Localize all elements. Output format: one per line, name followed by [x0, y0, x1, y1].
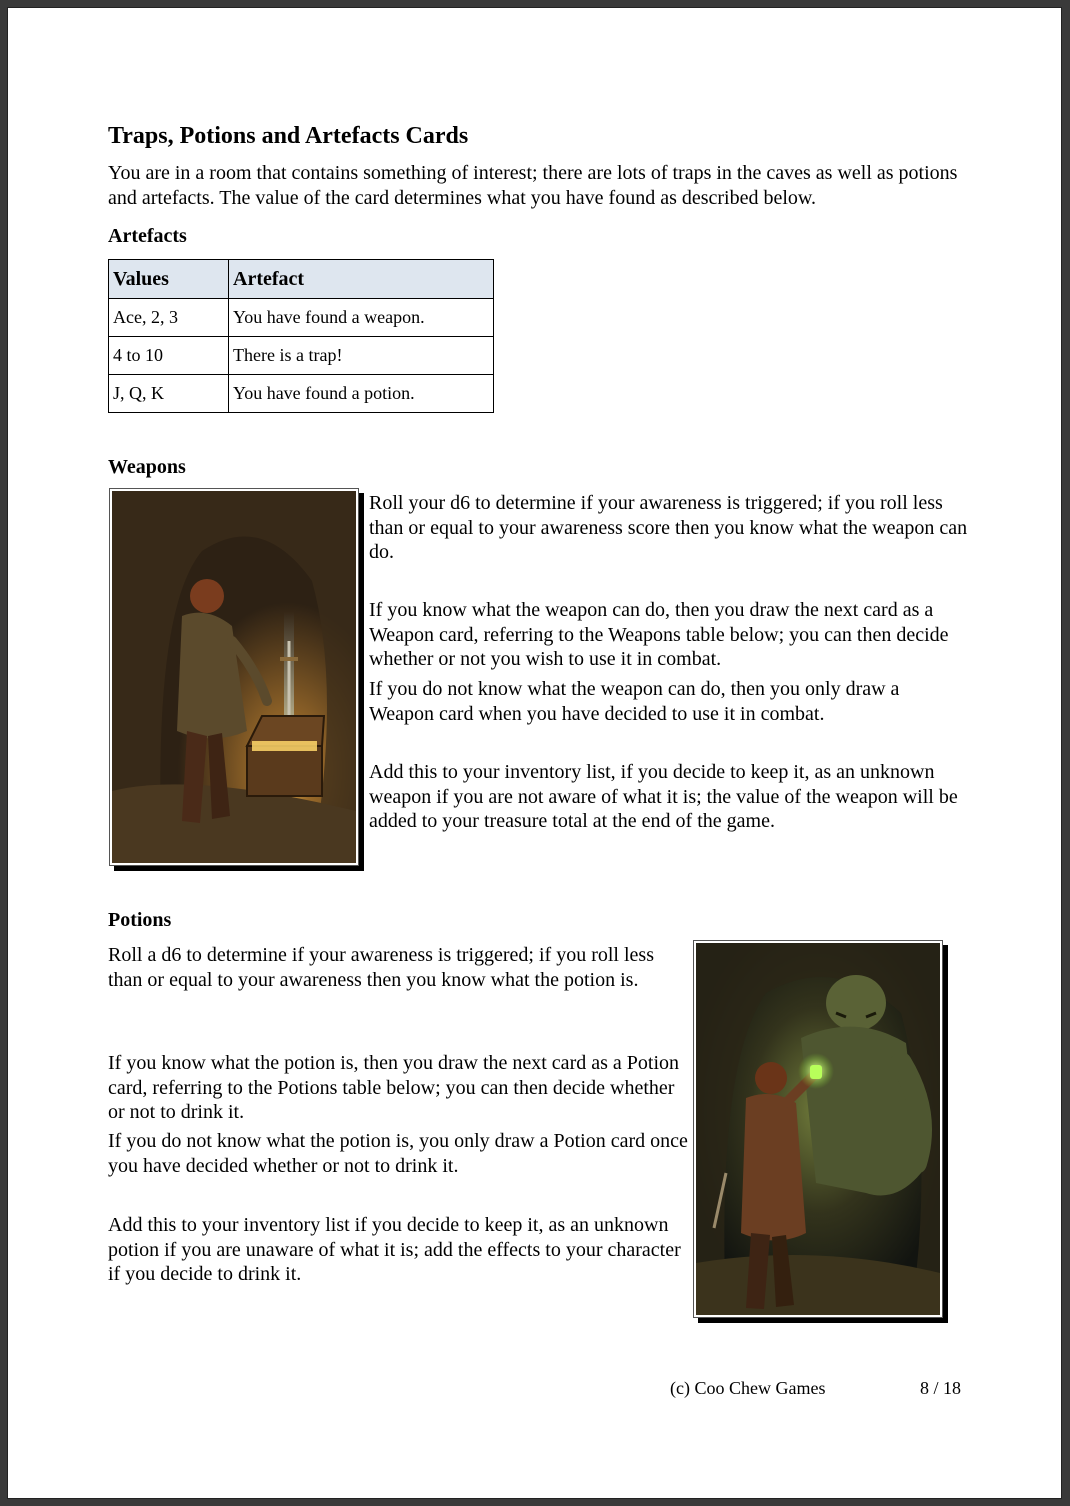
- potions-paragraph: If you do not know what the potion is, you only draw a Potion card once you have decided whether or not to drink it.: [108, 1130, 688, 1177]
- table-cell-values: Ace, 2, 3: [109, 299, 229, 337]
- potions-paragraph: Roll a d6 to determine if your awareness is triggered; if you roll less than or equal to your awareness then you know what the potion is.: [108, 944, 654, 991]
- potions-paragraph: Add this to your inventory list if you decide to keep it, as an unknown potion if you are unaware of what it is; add the effects to your character if you decide to drink it.: [108, 1214, 681, 1285]
- footer-copyright: (c) Coo Chew Games: [670, 1378, 826, 1398]
- cave-chest-image: [112, 491, 356, 863]
- weapons-paragraph: Roll your d6 to determine if your awareness is triggered; if you roll less than or equal to your awareness score then you know what the weapon can do.: [369, 492, 968, 563]
- document-page: [8, 8, 1061, 1498]
- cave-troll-image: [696, 943, 940, 1315]
- artefacts-table: [108, 259, 494, 413]
- potions-paragraph: If you know what the potion is, then you draw the next card as a Potion card, referring to the Potions table below; you can then decide whether or not to drink it.: [108, 1052, 679, 1123]
- weapons-paragraph: If you do not know what the weapon can do, then you only draw a Weapon card when you have decided to use it in combat.: [369, 678, 900, 725]
- table-cell-artefact: You have found a potion.: [229, 375, 494, 413]
- column-header-artefact: Artefact: [229, 260, 494, 299]
- table-row: [109, 375, 494, 413]
- table-row: [109, 337, 494, 375]
- table-header-row: [109, 260, 494, 299]
- page-number: 8 / 18: [920, 1378, 962, 1398]
- table-row: [109, 299, 494, 337]
- artefacts-heading: Artefacts: [108, 225, 187, 247]
- table-cell-values: J, Q, K: [109, 375, 229, 413]
- weapons-heading: Weapons: [108, 456, 186, 478]
- table-cell-artefact: There is a trap!: [229, 337, 494, 375]
- table-cell-values: 4 to 10: [109, 337, 229, 375]
- potion-illustration: [693, 940, 943, 1318]
- weapons-paragraph: Add this to your inventory list, if you decide to keep it, as an unknown weapon if you are not aware of what it is; the value of the weapon will be added to your treasure total at the end of the game.: [369, 761, 958, 832]
- potions-heading: Potions: [108, 909, 172, 931]
- intro-paragraph: You are in a room that contains something of interest; there are lots of traps in the caves as well as potions and artefacts. The value of the card determines what you have found as described below.: [108, 162, 958, 209]
- table-cell-artefact: You have found a weapon.: [229, 299, 494, 337]
- weapons-paragraph: If you know what the weapon can do, then you draw the next card as a Weapon card, referring to the Weapons table below; you can then decide whether or not you wish to use it in combat.: [369, 599, 949, 670]
- page-title: Traps, Potions and Artefacts Cards: [108, 123, 469, 149]
- weapon-illustration: [109, 488, 359, 866]
- column-header-values: Values: [109, 260, 229, 299]
